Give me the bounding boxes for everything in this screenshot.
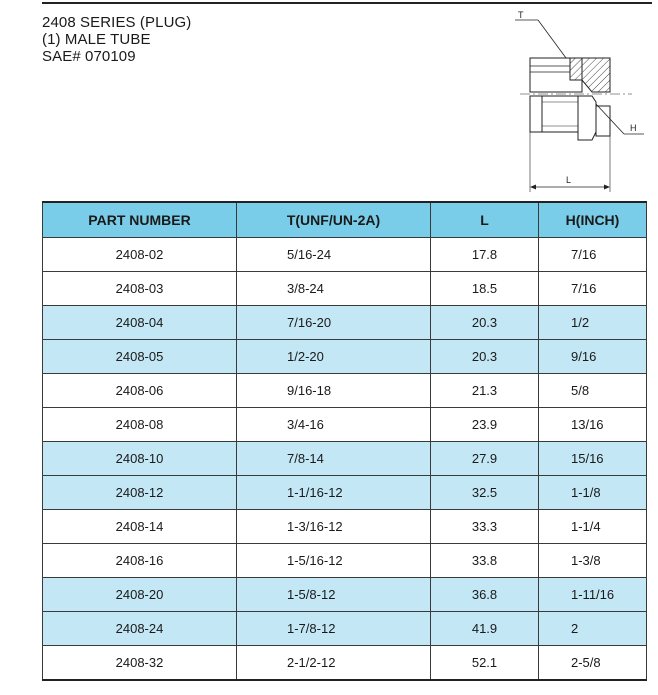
nut-section xyxy=(542,96,578,132)
cell-part-number: 2408-16 xyxy=(43,544,237,578)
cell-thread: 7/8-14 xyxy=(237,442,431,476)
col-header-part-number: PART NUMBER xyxy=(43,202,237,238)
cell-hex: 9/16 xyxy=(539,340,647,374)
col-header-thread: T(UNF/UN-2A) xyxy=(237,202,431,238)
cell-thread: 1-5/16-12 xyxy=(237,544,431,578)
table-row xyxy=(43,238,647,272)
cell-length: 32.5 xyxy=(431,476,539,510)
cell-part-number: 2408-14 xyxy=(43,510,237,544)
label-h: H xyxy=(630,123,637,133)
cell-length: 52.1 xyxy=(431,646,539,681)
hex-end xyxy=(596,106,610,136)
hex-flat xyxy=(578,96,596,140)
table-row xyxy=(43,510,647,544)
cell-hex: 2 xyxy=(539,612,647,646)
cell-thread: 1-7/8-12 xyxy=(237,612,431,646)
cell-length: 41.9 xyxy=(431,612,539,646)
cell-thread: 5/16-24 xyxy=(237,238,431,272)
top-rule xyxy=(42,2,652,4)
cell-hex: 7/16 xyxy=(539,272,647,306)
table-row xyxy=(43,578,647,612)
table-row xyxy=(43,306,647,340)
cell-thread: 1-5/8-12 xyxy=(237,578,431,612)
leader-t-diag xyxy=(538,20,566,58)
table-row xyxy=(43,646,647,681)
cell-hex: 5/8 xyxy=(539,374,647,408)
cell-length: 23.9 xyxy=(431,408,539,442)
cell-hex: 1/2 xyxy=(539,306,647,340)
col-header-hex: H(INCH) xyxy=(539,202,647,238)
table-row xyxy=(43,340,647,374)
cell-thread: 9/16-18 xyxy=(237,374,431,408)
header xyxy=(42,14,191,65)
cell-thread: 1/2-20 xyxy=(237,340,431,374)
cell-hex: 1-1/8 xyxy=(539,476,647,510)
table-row xyxy=(43,476,647,510)
cell-length: 27.9 xyxy=(431,442,539,476)
cell-part-number: 2408-12 xyxy=(43,476,237,510)
spec-table xyxy=(42,201,647,681)
cell-thread: 3/4-16 xyxy=(237,408,431,442)
cell-length: 21.3 xyxy=(431,374,539,408)
table-row xyxy=(43,374,647,408)
table-row xyxy=(43,544,647,578)
cell-hex: 15/16 xyxy=(539,442,647,476)
table-body xyxy=(43,238,647,681)
table-row xyxy=(43,442,647,476)
table-row xyxy=(43,612,647,646)
cell-length: 20.3 xyxy=(431,306,539,340)
cell-hex: 1-11/16 xyxy=(539,578,647,612)
cell-part-number: 2408-06 xyxy=(43,374,237,408)
cell-thread: 7/16-20 xyxy=(237,306,431,340)
arrow-left-icon xyxy=(530,185,536,190)
cell-length: 18.5 xyxy=(431,272,539,306)
cell-hex: 13/16 xyxy=(539,408,647,442)
cell-part-number: 2408-02 xyxy=(43,238,237,272)
cell-hex: 2-5/8 xyxy=(539,646,647,681)
cell-part-number: 2408-08 xyxy=(43,408,237,442)
plug-drawing xyxy=(512,8,656,198)
label-l: L xyxy=(566,175,572,185)
cell-hex: 1-1/4 xyxy=(539,510,647,544)
series-title: 2408 SERIES (PLUG) xyxy=(42,14,192,31)
cell-part-number: 2408-04 xyxy=(43,306,237,340)
cell-length: 36.8 xyxy=(431,578,539,612)
cell-thread: 1-3/16-12 xyxy=(237,510,431,544)
cell-length: 20.3 xyxy=(431,340,539,374)
sae-number: SAE# 070109 xyxy=(42,48,136,65)
table-header-row xyxy=(43,202,647,238)
table-row xyxy=(43,408,647,442)
cell-thread: 1-1/16-12 xyxy=(237,476,431,510)
fitting-type: (1) MALE TUBE xyxy=(42,31,151,48)
table-row xyxy=(43,272,647,306)
cell-hex: 1-3/8 xyxy=(539,544,647,578)
cell-part-number: 2408-20 xyxy=(43,578,237,612)
cell-thread: 3/8-24 xyxy=(237,272,431,306)
cell-length: 33.8 xyxy=(431,544,539,578)
cell-thread: 2-1/2-12 xyxy=(237,646,431,681)
cell-part-number: 2408-32 xyxy=(43,646,237,681)
cell-length: 17.8 xyxy=(431,238,539,272)
cell-part-number: 2408-10 xyxy=(43,442,237,476)
cell-part-number: 2408-05 xyxy=(43,340,237,374)
cell-length: 33.3 xyxy=(431,510,539,544)
label-t: T xyxy=(518,10,524,20)
cell-part-number: 2408-03 xyxy=(43,272,237,306)
col-header-length: L xyxy=(431,202,539,238)
cell-part-number: 2408-24 xyxy=(43,612,237,646)
arrow-right-icon xyxy=(604,185,610,190)
cell-hex: 7/16 xyxy=(539,238,647,272)
